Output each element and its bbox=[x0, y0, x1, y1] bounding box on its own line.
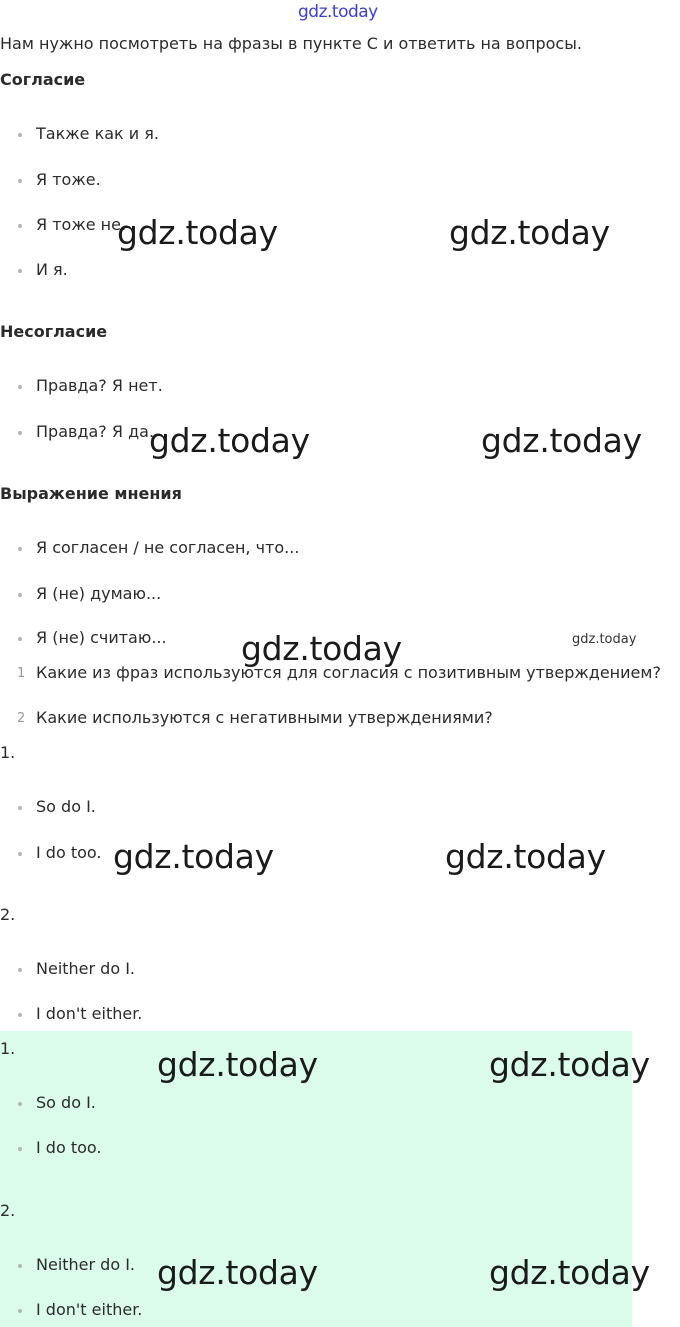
watermark: gdz.today bbox=[149, 421, 310, 460]
answer-label: 2. bbox=[0, 905, 16, 924]
opinion-heading: Выражение мнения bbox=[0, 484, 182, 503]
list-item: Также как и я. bbox=[36, 124, 159, 143]
list-item: Я (не) думаю... bbox=[36, 584, 162, 603]
question-text: Какие используются с негативными утверждениями? bbox=[36, 708, 493, 727]
watermark: gdz.today bbox=[117, 213, 278, 252]
watermark: gdz.today bbox=[489, 1045, 650, 1084]
watermark: gdz.today bbox=[449, 213, 610, 252]
list-item: Я (не) считаю... bbox=[36, 628, 167, 647]
list-item: Neither do I. bbox=[36, 1255, 136, 1274]
watermark: gdz.today bbox=[489, 1253, 650, 1292]
answer-label: 2. bbox=[0, 1201, 16, 1220]
list-item: Я согласен / не согласен, что... bbox=[36, 538, 300, 557]
agreement-heading: Согласие bbox=[0, 70, 86, 89]
list-item: Правда? Я да. bbox=[36, 422, 155, 441]
watermark: gdz.today bbox=[445, 837, 606, 876]
watermark: gdz.today bbox=[481, 421, 642, 460]
list-item: Правда? Я нет. bbox=[36, 376, 163, 395]
watermark: gdz.today bbox=[572, 632, 637, 647]
question-text: Какие из фраз используются для согласия с позитивным утверждением? bbox=[36, 663, 661, 682]
question-number: 1 bbox=[17, 666, 26, 681]
watermark: gdz.today bbox=[241, 629, 402, 668]
question-number: 2 bbox=[17, 711, 26, 726]
watermark: gdz.today bbox=[157, 1045, 318, 1084]
disagreement-heading: Несогласие bbox=[0, 322, 108, 341]
answer-label: 1. bbox=[0, 743, 16, 762]
intro-text: Нам нужно посмотреть на фразы в пункте C и ответить на вопросы. bbox=[0, 34, 582, 53]
list-item: Я тоже не. bbox=[36, 215, 127, 234]
list-item: I do too. bbox=[36, 843, 102, 862]
list-item: So do I. bbox=[36, 797, 96, 816]
site-logo[interactable]: gdz.today bbox=[298, 2, 378, 22]
watermark: gdz.today bbox=[113, 837, 274, 876]
list-item: I don't either. bbox=[36, 1004, 143, 1023]
answer-label: 1. bbox=[0, 1039, 16, 1058]
list-item: I do too. bbox=[36, 1138, 102, 1157]
list-item: Neither do I. bbox=[36, 959, 136, 978]
list-item: I don't either. bbox=[36, 1300, 143, 1319]
list-item: So do I. bbox=[36, 1093, 96, 1112]
watermark: gdz.today bbox=[157, 1253, 318, 1292]
list-item: Я тоже. bbox=[36, 170, 101, 189]
list-item: И я. bbox=[36, 260, 68, 279]
